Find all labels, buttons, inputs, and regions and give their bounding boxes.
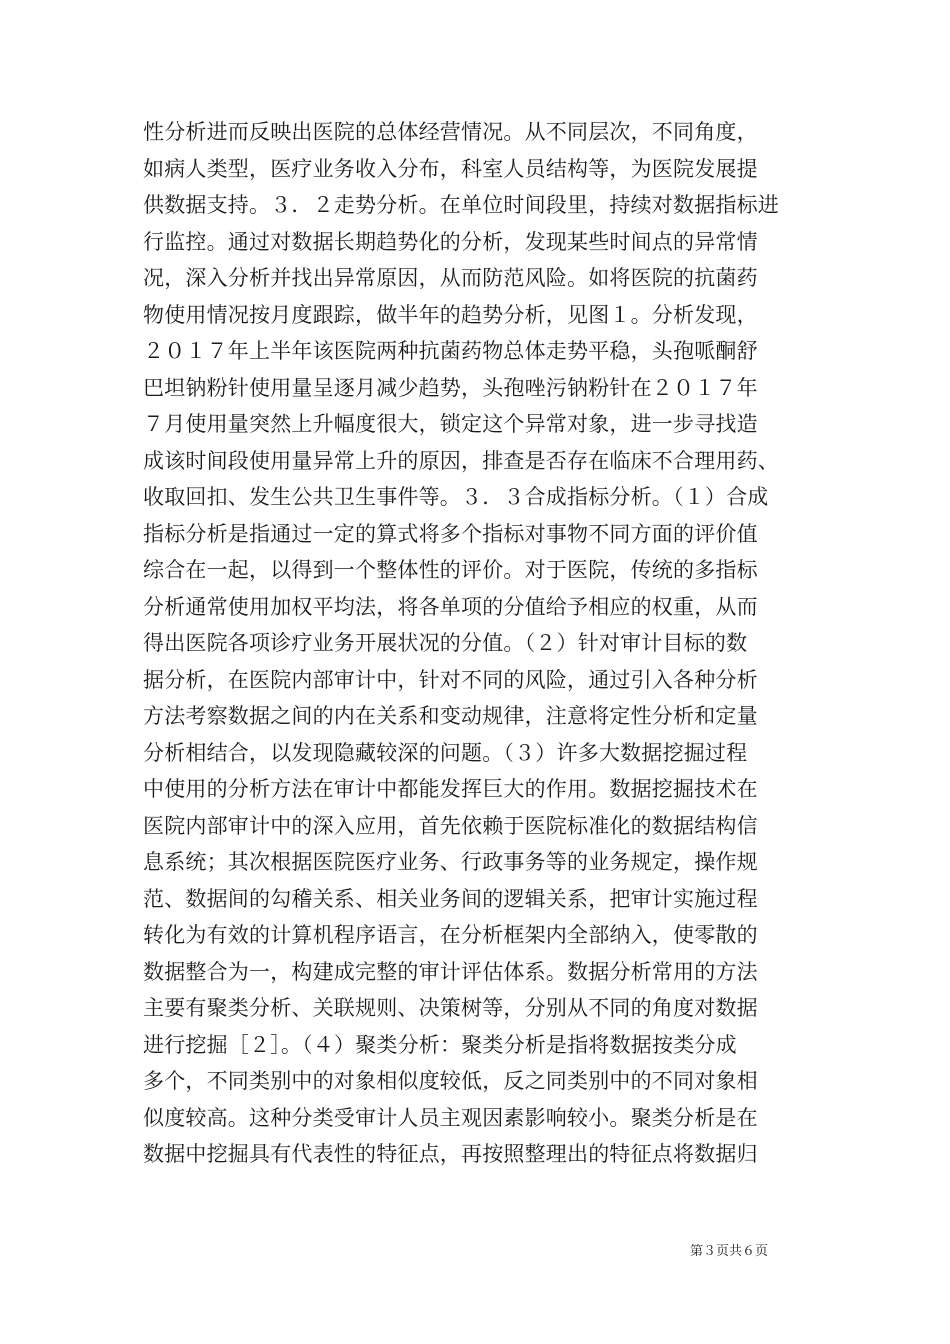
text-line: 综合在一起，以得到一个整体性的评价。对于医院，传统的多指标 bbox=[143, 558, 758, 582]
text-line: 成该时间段使用量异常上升的原因，排查是否存在临床不合理用药、 bbox=[143, 448, 779, 473]
text-line: 主要有聚类分析、关联规则、决策树等，分别从不同的角度对数据 bbox=[143, 996, 758, 1020]
text-line: ２０１７年上半年该医院两种抗菌药物总体走势平稳，头孢哌酮舒 bbox=[143, 339, 758, 363]
text-line: 转化为有效的计算机程序语言，在分析框架内全部纳入，使零散的 bbox=[143, 923, 758, 947]
text-line: 如病人类型，医疗业务收入分布，科室人员结构等，为医院发展提 bbox=[143, 156, 758, 181]
text-line: 医院内部审计中的深入应用，首先依赖于医院标准化的数据结构信 bbox=[143, 813, 758, 838]
text-line: 数据整合为一，构建成完整的审计评估体系。数据分析常用的方法 bbox=[143, 959, 758, 984]
text-line: 行监控。通过对数据长期趋势化的分析，发现某些时间点的异常情 bbox=[143, 229, 758, 254]
text-line: 进行挖掘［２］。（４）聚类分析：聚类分析是指将数据按类分成 bbox=[143, 1032, 737, 1057]
text-line: 况，深入分析并找出异常原因，从而防范风险。如将医院的抗菌药 bbox=[143, 266, 758, 290]
text-line: 收取回扣、发生公共卫生事件等。３．３合成指标分析。（１）合成 bbox=[143, 485, 769, 509]
page-number: 第３页共６页 bbox=[690, 1244, 769, 1259]
text-line: 巴坦钠粉针使用量呈逐月减少趋势，头孢唑污钠粉针在２０１７年 bbox=[143, 375, 758, 400]
text-line: 供数据支持。３．２走势分析。在单位时间段里，持续对数据指标进 bbox=[143, 193, 779, 217]
text-line: 分析相结合，以发现隐藏较深的问题。（３）许多大数据挖掘过程 bbox=[143, 740, 748, 765]
text-line: 物使用情况按月度跟踪，做半年的趋势分析，见图１。分析发现， bbox=[143, 302, 758, 327]
text-line: 方法考察数据之间的内在关系和变动规律，注意将定性分析和定量 bbox=[143, 704, 758, 728]
body-paragraph bbox=[143, 114, 813, 1173]
text-line: 息系统；其次根据医院医疗业务、行政事务等的业务规定，操作规 bbox=[143, 850, 758, 874]
text-line: 据分析，在医院内部审计中，针对不同的风险，通过引入各种分析 bbox=[143, 667, 758, 692]
text-line: 性分析进而反映出医院的总体经营情况。从不同层次，不同角度， bbox=[143, 120, 758, 144]
text-line: 多个，不同类别中的对象相似度较低，反之同类别中的不同对象相 bbox=[143, 1069, 758, 1093]
text-line: 得出医院各项诊疗业务开展状况的分值。（２）针对审计目标的数 bbox=[143, 631, 748, 655]
text-line: 分析通常使用加权平均法，将各单项的分值给予相应的权重，从而 bbox=[143, 594, 758, 619]
text-line: 指标分析是指通过一定的算式将多个指标对事物不同方面的评价值 bbox=[143, 521, 758, 546]
text-line: 数据中挖掘具有代表性的特征点，再按照整理出的特征点将数据归 bbox=[143, 1142, 758, 1166]
text-line: 中使用的分析方法在审计中都能发挥巨大的作用。数据挖掘技术在 bbox=[143, 777, 758, 801]
text-line: ７月使用量突然上升幅度很大，锁定这个异常对象，进一步寻找造 bbox=[143, 412, 758, 436]
text-line: 似度较高。这种分类受审计人员主观因素影响较小。聚类分析是在 bbox=[143, 1105, 758, 1130]
text-line: 范、数据间的勾稽关系、相关业务间的逻辑关系，把审计实施过程 bbox=[143, 886, 758, 911]
